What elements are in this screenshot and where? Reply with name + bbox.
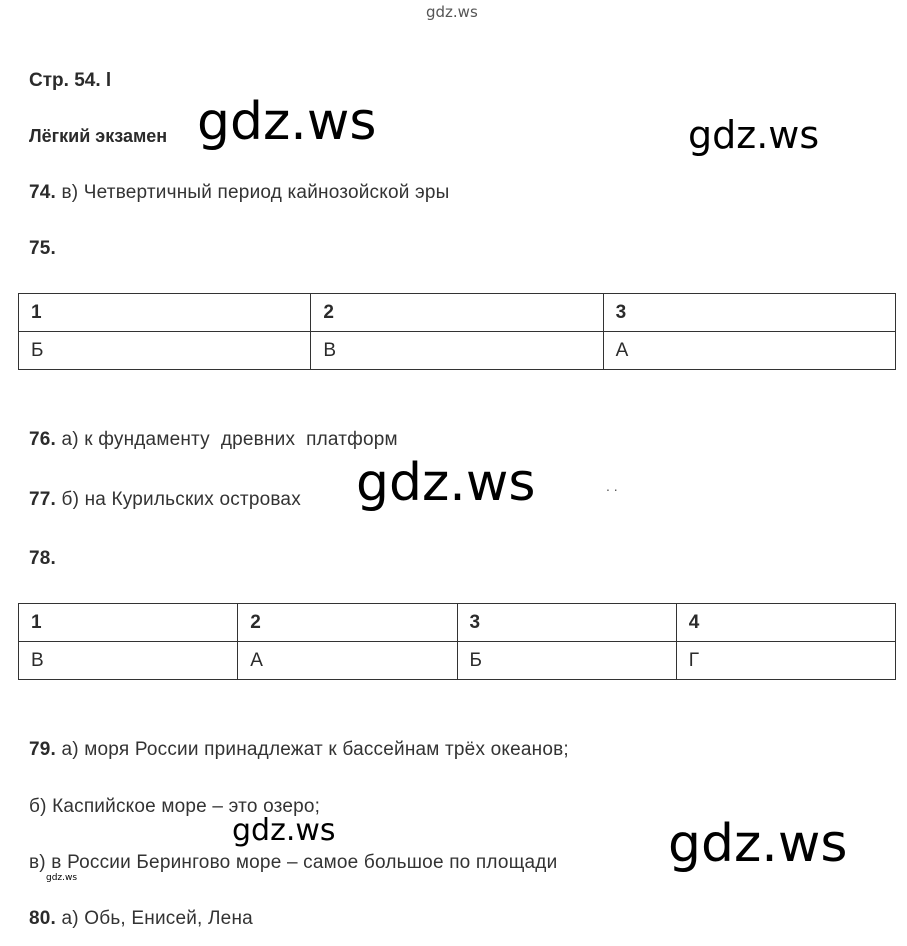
watermark-1: gdz.ws: [197, 92, 377, 152]
table-cell: 2: [238, 604, 457, 642]
section-title: Лёгкий экзамен: [29, 126, 168, 146]
question-79: [29, 739, 569, 761]
question-number: 76.: [29, 429, 57, 450]
question-number: 74.: [29, 182, 57, 203]
question-77: [29, 489, 301, 511]
table-cell: Б: [457, 642, 676, 680]
question-80: [29, 908, 253, 930]
watermark-3: gdz.ws: [356, 453, 536, 513]
answer-text: в) Четвертичный период кайнозойской эры: [61, 182, 450, 203]
table-cell: В: [311, 332, 603, 370]
answer-text: а) Обь, Енисей, Лена: [61, 908, 253, 929]
answer-text: а) к фундаменту древних платформ: [61, 429, 398, 450]
table-cell: Б: [19, 332, 311, 370]
table-header-row: [19, 294, 896, 332]
watermark-4: gdz.ws: [232, 813, 336, 848]
table-cell: 1: [19, 604, 238, 642]
answer-table-75: [18, 293, 896, 370]
answer-line-c: в) в России Берингово море – самое большое по площади: [29, 852, 558, 873]
table-cell: А: [238, 642, 457, 680]
question-number: 80.: [29, 908, 57, 929]
watermark-tiny: gdz.ws: [46, 873, 78, 883]
table-row: [19, 332, 896, 370]
table-cell: 4: [676, 604, 895, 642]
page-header: Стр. 54. l: [29, 70, 112, 91]
table-cell: 1: [19, 294, 311, 332]
question-number: 77.: [29, 489, 57, 510]
top-watermark: gdz.ws: [426, 3, 478, 21]
question-76: [29, 429, 398, 451]
table-header-row: [19, 604, 896, 642]
table-cell: Г: [676, 642, 895, 680]
stray-dots: . .: [606, 478, 618, 494]
table-cell: В: [19, 642, 238, 680]
answer-line-a: а) моря России принадлежат к бассейнам трёх океанов;: [61, 739, 569, 760]
question-number: 79.: [29, 739, 57, 760]
watermark-5: gdz.ws: [668, 814, 848, 874]
answer-table-78: [18, 603, 896, 680]
answer-line-b: б) Каспийское море – это озеро;: [29, 796, 321, 817]
table-cell: 2: [311, 294, 603, 332]
watermark-2: gdz.ws: [688, 113, 820, 157]
question-75-number: 75.: [29, 238, 57, 259]
answer-text: б) на Курильских островах: [61, 489, 301, 510]
question-78-number: 78.: [29, 548, 57, 569]
question-74: [29, 182, 450, 204]
table-cell: А: [603, 332, 895, 370]
table-cell: 3: [457, 604, 676, 642]
table-cell: 3: [603, 294, 895, 332]
table-row: [19, 642, 896, 680]
